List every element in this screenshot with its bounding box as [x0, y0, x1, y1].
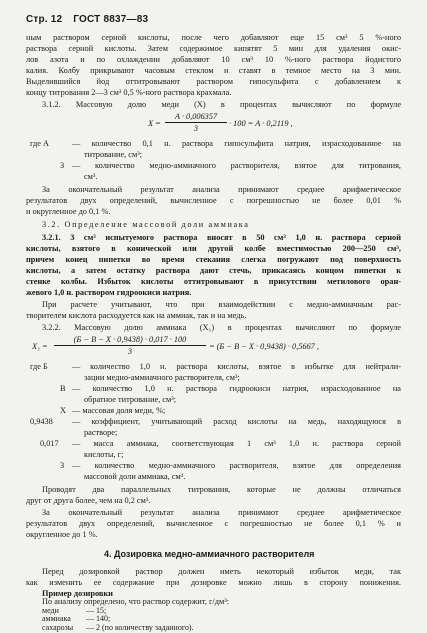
definition-text: — масса аммиака, соответствующая 1 см³ 1,0 н. раствора серной [72, 439, 401, 448]
text-line: 3.2.1. 3 см³ испытуемого раствора вносят в 50 см³ 1,0 н. раствора серной [42, 233, 401, 242]
formula-1-rhs: · 100 = A · 0,2119 , [229, 119, 293, 128]
text-line: стенке колбы. Избыток кислоты оттитровывают в присутствии метилового оран- [26, 277, 401, 286]
definition-symbol: 0,9438 [30, 417, 53, 426]
definition-text: — количество медно-аммиачного растворителя, взятое для титрования, [72, 161, 401, 170]
example-value-copper: — 15; [86, 606, 107, 615]
text-line: кислоты, взятого в конической или другой колбе вместимостью 200—250 см³, [26, 244, 401, 253]
definition-symbol: 3 [60, 461, 65, 470]
text-line: как изменить ее содержание при дозировке можно лишь в сторону понижения. [26, 578, 401, 587]
definition-text: растворе; [84, 428, 118, 437]
text-line: раствора серной кислоты. Затем содержимое кипятят 5 мин для удаления окис- [26, 44, 401, 53]
clause-3-1-2: 3.1.2. Массовую долю меди (X) в процентах вычисляют по формуле [42, 100, 401, 109]
definition-text: — коэффициент, учитывающий расход кислоты на медь, находящуюся в [72, 417, 401, 426]
definition-symbol: В [60, 384, 66, 393]
text-line: результатов двух определений, вычисленное с погрешностью не более 0,1 % и [26, 519, 401, 528]
definition-text: массовой доли аммиака, см³. [84, 472, 186, 481]
definition-text: — количество 1,0 н. раствора гидроокиси натрия, израсходованное на [72, 384, 401, 393]
definition-text: титрование, см³; [84, 150, 143, 159]
standard-number: ГОСТ 8837—83 [73, 14, 149, 25]
example-value-sucrose: — 2 (по количеству заданного). [86, 623, 194, 632]
definition-symbol: X [60, 406, 66, 415]
definition-text: — количество 0,1 н. раствора гипосульфита натрия, израсходованное на [72, 139, 401, 148]
text-line: лов азота и по охлаждении добавляют 10 см³ 10 %-ного раствора йодистого [26, 55, 401, 64]
text-line: Выделившийся йод оттитровывают раствором гипосульфита с добавлением к [26, 77, 401, 86]
definition-text: — количество медно-аммиачного растворителя, взятое для определения [72, 461, 401, 470]
text-line: друг от друга более, чем на 0,2 см³. [26, 496, 151, 505]
definition-symbol: 0,017 [40, 439, 59, 448]
definition-text: обратное титрование, см³; [84, 395, 177, 404]
definition-text: кислоты, г; [84, 450, 124, 459]
text-line: творителем кислота расходуется как на аммиак, так и на медь. [26, 311, 247, 320]
text-line: результатов двух определений, вычисленное с погрешностью не более 0,01 % [26, 196, 401, 205]
formula-2-fraction-bar [54, 345, 206, 346]
text-line: Проводят два параллельных титрования, которые не должны отличаться [42, 485, 401, 494]
definition-symbol: 3 [60, 161, 65, 170]
text-line: и округленное до 0,1 %. [26, 207, 111, 216]
text-line: ным раствором серной кислоты, после чего добавляют еще 15 см³ 5 %-ного [26, 33, 401, 42]
definition-text: — массовая доля меди, %; [72, 406, 166, 415]
text-line: жевого 1,0 н. раствором гидроокиси натрия. [26, 288, 192, 297]
formula-1-lhs: X = [148, 119, 161, 128]
page-header [26, 14, 156, 25]
formula-2-numerator: (Б − В − X · 0,9438) · 0,017 · 100 [73, 335, 187, 344]
example-value-ammonia: — 140; [86, 614, 111, 623]
text-line: За окончательный результат анализа принимают среднее арифметическое [42, 508, 401, 517]
definition-text: — количество 1,0 н. раствора кислоты, взятое в избытке для нейтрали- [72, 362, 401, 371]
definition-text: см³. [84, 172, 98, 181]
text-line: Перед дозировкой раствор должен иметь некоторый избыток меди, так [42, 567, 401, 576]
text-line: кислоты, а затем остатку раствора дают стечь, прикасаясь концом пипетки к [26, 266, 401, 275]
text-line: округленное до 1 %. [26, 530, 98, 539]
page-number: Стр. 12 [26, 14, 63, 25]
section-4-heading: 4. Дозировка медно-аммиачного растворителя [104, 549, 315, 559]
example-key-sucrose: сахарозы [42, 623, 74, 632]
example-title: Пример дозировки [42, 589, 113, 598]
formula-2-rhs: = (Б − В − X · 0,9438) · 0,5667 , [209, 342, 319, 351]
formula-1-denominator: 3 [193, 124, 199, 133]
definition-symbol: где A [30, 139, 49, 148]
formula-1-fraction-bar [165, 122, 227, 123]
example-intro: По анализу определено, что раствор содержит, г/дм³: [42, 597, 229, 606]
definition-symbol: где Б [30, 362, 48, 371]
definition-text: зации медно-аммиачного растворителя, см³; [84, 373, 240, 382]
formula-1-numerator: A · 0,006357 [174, 112, 218, 121]
formula-2-lhs: X₁ = [32, 342, 48, 351]
example-key-ammonia: аммиака [42, 614, 71, 623]
example-key-copper: меди [42, 606, 59, 615]
section-3-2-heading: 3.2. Определение массовой доли аммиака [42, 220, 250, 229]
text-line: За окончательный результат анализа принимают среднее арифметическое [42, 185, 401, 194]
text-line: При расчете учитывают, что при взаимодействии с медно-аммиачным рас- [42, 300, 401, 309]
clause-3-2-2: 3.2.2. Массовую долю аммиака (X₁) в процентах вычисляют по формуле [42, 323, 401, 332]
formula-2-denominator: 3 [127, 347, 133, 356]
text-line: причем конец пипетки во время стекания слегка погружают под поверхность [26, 255, 401, 264]
text-line: концу титрования 2—3 см³ 0,5 %-ного раствора крахмала. [26, 88, 232, 97]
text-line: калия. Колбу прикрывают часовым стеклом и ставят в темное место на 3 мин. [26, 66, 401, 75]
